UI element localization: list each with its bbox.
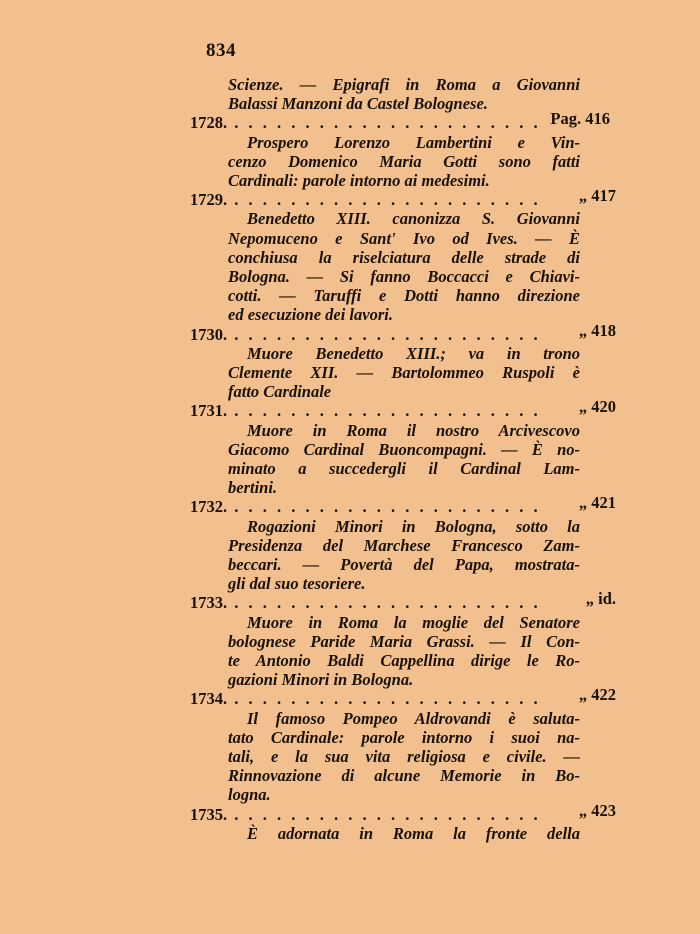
entry-year: 1732. — [190, 497, 228, 517]
dot-leader: . . . . . . . . . . . . . . . . . . . . . . — [227, 113, 541, 133]
entry-text-line: Muore Benedetto XIII.; va in trono — [247, 343, 580, 363]
entry-year: 1729. — [190, 190, 228, 210]
entry-page-ref: „ 422 — [578, 685, 616, 705]
page-number: 834 — [206, 40, 236, 61]
entry-text-line: Il famoso Pompeo Aldrovandi è saluta- — [247, 708, 580, 728]
entry-year-row — [190, 113, 582, 133]
entry-text-line: tali, e la sua vita religiosa e civile. — — [228, 747, 580, 766]
entry-page-ref: „ 423 — [578, 800, 616, 820]
entry-text-line: logna. — [228, 785, 271, 805]
entry-text-line: Presidenza del Marchese Francesco Zam- — [228, 535, 580, 555]
entry-page-ref: „ id. — [585, 589, 616, 609]
entry-text-line: gli dal suo tesoriere. — [228, 574, 366, 594]
entry-year: 1731. — [190, 401, 228, 421]
entry-year-row — [190, 689, 582, 709]
dot-leader: . . . . . . . . . . . . . . . . . . . . . . — [227, 689, 541, 709]
entry-text-line: Clemente XII. — Bartolommeo Ruspoli è — [228, 363, 580, 382]
entry-text-line: Nepomuceno e Sant' Ivo od Ives. — È — [228, 228, 580, 248]
entry-page-ref: Pag. 416 — [550, 109, 610, 129]
entry-text-line: cenzo Domenico Maria Gotti sono fatti — [228, 151, 580, 171]
dot-leader: . . . . . . . . . . . . . . . . . . . . . . — [227, 593, 541, 613]
entry-text-line: È adornata in Roma la fronte della — [247, 823, 580, 843]
entry-year: 1733. — [190, 593, 228, 613]
entry-text-line: Rogazioni Minori in Bologna, sotto la — [247, 516, 580, 536]
dot-leader: . . . . . . . . . . . . . . . . . . . . . . — [227, 190, 541, 210]
entry-page-ref: „ 417 — [578, 186, 616, 206]
entry-text-line: bolognese Paride Maria Grassi. — Il Con- — [228, 631, 580, 651]
entry-text-line: Prospero Lorenzo Lambertini e Vin- — [247, 132, 580, 152]
entry-year-row — [190, 401, 582, 421]
entry-text-line: te Antonio Baldi Cappellina dirige le Ro- — [228, 651, 580, 670]
entry-page-ref: „ 421 — [578, 493, 616, 513]
entry-text-line: tato Cardinale: parole intorno i suoi na- — [228, 727, 580, 747]
entry-text-line: Cardinali: parole intorno ai medesimi. — [228, 171, 490, 190]
entry-page-ref: „ 418 — [578, 320, 616, 340]
entry-year-row — [190, 805, 582, 825]
dot-leader: . . . . . . . . . . . . . . . . . . . . . . — [227, 401, 541, 421]
intro-line: Balassi Manzoni da Castel Bolognese. — [228, 94, 488, 114]
entry-text-line: cotti. — Taruffi e Dotti hanno direzione — [228, 286, 580, 306]
entry-page-ref: „ 420 — [578, 397, 616, 417]
entry-year-row — [190, 593, 582, 613]
entry-text-line: Bologna. — Si fanno Boccacci e Chiavi- — [228, 267, 580, 286]
entry-text-line: Rinnovazione di alcune Memorie in Bo- — [228, 766, 580, 786]
entry-year: 1735. — [190, 804, 228, 824]
entry-text-line: gazioni Minori in Bologna. — [228, 670, 414, 690]
entry-text-line: fatto Cardinale — [228, 382, 332, 402]
entry-text-line: conchiusa la riselciatura delle strade di — [228, 247, 580, 267]
entry-year-row — [190, 325, 582, 345]
entry-text-line: Muore in Roma il nostro Arcivescovo — [247, 420, 580, 440]
entry-text-line: beccari. — Povertà del Papa, mostrata- — [228, 555, 580, 574]
dot-leader: . . . . . . . . . . . . . . . . . . . . . . — [227, 804, 541, 824]
entry-text-line: Giacomo Cardinal Buoncompagni. — È no- — [228, 439, 580, 459]
entry-year: 1734. — [190, 689, 228, 709]
entry-year: 1728. — [190, 113, 228, 133]
dot-leader: . . . . . . . . . . . . . . . . . . . . . . — [227, 324, 541, 344]
entry-year-row — [190, 497, 582, 517]
entry-text-line: Muore in Roma la moglie del Senatore — [247, 612, 580, 632]
entry-text-line: minato a succedergli il Cardinal Lam- — [228, 459, 580, 478]
entry-year: 1730. — [190, 324, 228, 344]
entry-text-line: ed esecuzione dei lavori. — [228, 305, 393, 325]
intro-line: Scienze. — Epigrafi in Roma a Giovanni — [228, 75, 580, 94]
dot-leader: . . . . . . . . . . . . . . . . . . . . . . — [227, 497, 541, 517]
entry-year-row — [190, 190, 582, 210]
entry-text-line: bertini. — [228, 478, 278, 498]
entry-text-line: Benedetto XIII. canonizza S. Giovanni — [247, 209, 580, 229]
